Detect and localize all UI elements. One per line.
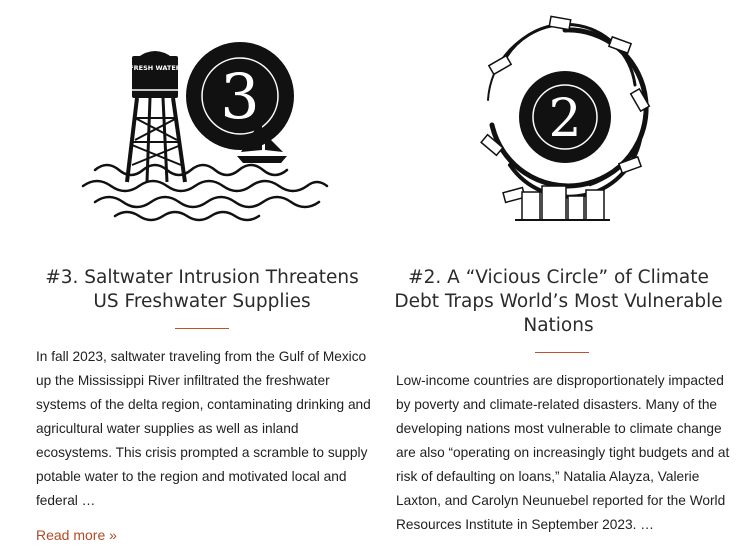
debt-vortex-illustration xyxy=(460,0,670,240)
article-title[interactable] xyxy=(22,266,382,314)
water-tower-icon xyxy=(127,51,185,182)
rank-badge-icon xyxy=(186,42,294,150)
waves-icon xyxy=(83,165,327,220)
title-line[interactable]: Nations xyxy=(523,315,594,336)
title-divider xyxy=(535,352,589,353)
article-excerpt: In fall 2023, saltwater traveling from the Gulf of Mexico up the Mississippi River infiltrated the freshwater systems of the delta region, contaminating drinking and agricultural water supplies as well as inland ecosystems. This crisis prompted a scramble to supply potable water to the region and motivated local and federal … xyxy=(36,349,371,508)
water-tower-illustration xyxy=(55,0,365,240)
read-more-link[interactable]: Read more » xyxy=(36,527,117,543)
title-divider xyxy=(175,328,229,329)
rank-badge-icon xyxy=(519,71,611,163)
title-line[interactable]: #3. Saltwater Intrusion Threatens xyxy=(45,267,359,288)
tower-label: FRESH WATER xyxy=(129,64,181,72)
title-line[interactable]: US Freshwater Supplies xyxy=(93,291,311,312)
title-line[interactable]: Debt Traps World’s Most Vulnerable xyxy=(394,291,723,312)
article-title[interactable] xyxy=(380,266,737,338)
article-excerpt: Low-income countries are disproportionately impacted by poverty and climate-related disasters. Many of the developing nations most vulnerable to climate change are also “operating on increasingly tight budgets and at risk of defaulting on loans,” Natalia Alayza, Valerie Laxton, and Carolyn Neunuebel reported for the World Resources Institute in September 2023. … xyxy=(396,373,730,532)
city-buildings-icon xyxy=(515,186,610,220)
title-line[interactable]: #2. A “Vicious Circle” of Climate xyxy=(408,267,709,288)
badge-number: 3 xyxy=(220,60,260,133)
badge-number: 2 xyxy=(548,89,582,149)
